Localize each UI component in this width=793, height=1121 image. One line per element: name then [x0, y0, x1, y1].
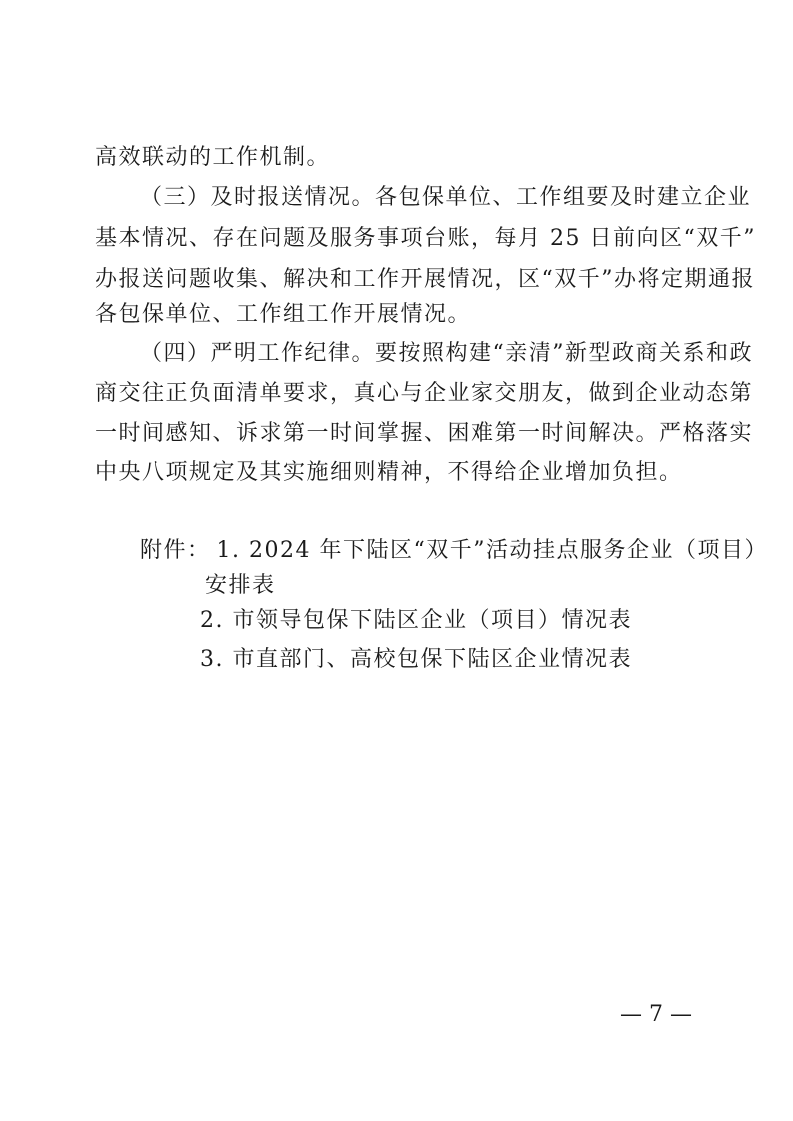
attachment-item — [0, 645, 793, 675]
attachment-title: 1. 2024 年下陆区“双千”活动挂点服务企业（项目） — [216, 538, 768, 563]
attachment-title: 3. 市直部门、高校包保下陆区企业情况表 — [200, 647, 632, 672]
section-4-line — [0, 339, 793, 369]
section-4-line — [0, 419, 793, 449]
text-line: 商交往正负面清单要求，真心与企业家交朋友，做到企业动态第 — [95, 381, 754, 406]
section-4-line — [0, 379, 793, 409]
paragraph-continuation — [0, 143, 793, 173]
attachment-item-continuation — [0, 571, 793, 601]
attachment-title: 2. 市领导包保下陆区企业（项目）情况表 — [200, 608, 632, 633]
section-3-line — [0, 183, 793, 213]
attachment-title: 安排表 — [205, 573, 276, 598]
section-3-line — [0, 224, 793, 254]
text-line: 各包保单位、工作组工作开展情况。 — [95, 302, 472, 327]
section-3-line — [0, 300, 793, 330]
text-line: 一时间感知、诉求第一时间掌握、困难第一时间解决。严格落实 — [95, 421, 754, 446]
text-line: （四）严明工作纪律。要按照构建“亲清”新型政商关系和政 — [140, 341, 753, 366]
text-line: 基本情况、存在问题及服务事项台账，每月 25 日前向区“双千” — [95, 226, 756, 251]
attachment-item — [0, 536, 793, 566]
section-3-line — [0, 265, 793, 295]
section-4-line — [0, 458, 793, 488]
attachment-item — [0, 606, 793, 636]
text-line: 办报送问题收集、解决和工作开展情况，区“双千”办将定期通报 — [95, 267, 755, 292]
text-line: 中央八项规定及其实施细则精神，不得给企业增加负担。 — [95, 460, 683, 485]
attachment-label: 附件： — [140, 538, 211, 563]
text-line: （三）及时报送情况。各包保单位、工作组要及时建立企业 — [140, 185, 752, 210]
page-number: — 7 — — [620, 1002, 692, 1027]
text-line: 高效联动的工作机制。 — [95, 145, 331, 170]
